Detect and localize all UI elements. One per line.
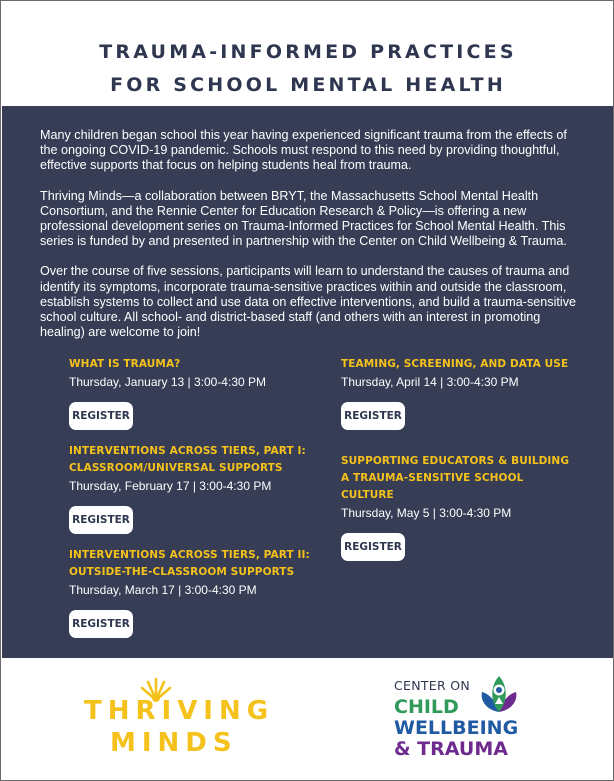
- session-title-line: SUPPORTING EDUCATORS & BUILDING: [341, 455, 570, 467]
- session-interventions-part-2: [69, 547, 319, 638]
- center-on-child-wellbeing-logo: [394, 672, 534, 772]
- session-interventions-part-1: [69, 443, 319, 534]
- intro-paragraph: Over the course of five sessions, participants will learn to understand the causes of trauma and identify its symptoms, incorporate trauma-sensitive practices within and outside the classroom, establish systems to collect and use data on effective interventions, and build a trauma-sensitive school culture. All school- and district-based staff (and others with an interest in promoting healing) are welcome to join!: [40, 264, 576, 340]
- session-date: Thursday, May 5 | 3:00-4:30 PM: [341, 506, 512, 520]
- session-teaming-screening: [341, 356, 591, 430]
- logo-word-thriving: THRIVING: [84, 696, 275, 726]
- intro-text: [40, 128, 585, 355]
- thriving-minds-logo: [84, 676, 275, 766]
- logo-text-center-on: CENTER ON: [394, 678, 471, 693]
- main-panel: [2, 106, 614, 658]
- session-title-line: TEAMING, SCREENING, AND DATA USE: [341, 358, 569, 370]
- session-title-line: INTERVENTIONS ACROSS TIERS, PART II:: [69, 549, 310, 561]
- session-title-line: INTERVENTIONS ACROSS TIERS, PART I:: [69, 445, 306, 457]
- register-button[interactable]: REGISTER: [69, 402, 133, 430]
- page-title-line-2: FOR SCHOOL MENTAL HEALTH: [110, 74, 506, 96]
- leaf-person-icon: [476, 672, 522, 716]
- footer-logos: [2, 658, 614, 781]
- session-title: [69, 443, 319, 477]
- register-button[interactable]: REGISTER: [341, 402, 405, 430]
- session-title-line: CULTURE: [341, 489, 394, 501]
- session-title-line: A TRAUMA-SENSITIVE SCHOOL: [341, 472, 524, 484]
- logo-text-trauma: & TRAUMA: [394, 738, 508, 760]
- register-button[interactable]: REGISTER: [69, 610, 133, 638]
- logo-word-minds: MINDS: [110, 728, 238, 758]
- session-date: Thursday, January 13 | 3:00-4:30 PM: [69, 375, 266, 389]
- session-title: [69, 356, 319, 373]
- header: [2, 2, 614, 106]
- session-title-line: WHAT IS TRAUMA?: [69, 358, 181, 370]
- session-title: [69, 547, 319, 581]
- session-date: Thursday, March 17 | 3:00-4:30 PM: [69, 583, 257, 597]
- session-date: Thursday, February 17 | 3:00-4:30 PM: [69, 479, 272, 493]
- session-title: [341, 356, 591, 373]
- session-supporting-educators: [341, 453, 591, 561]
- intro-paragraph: Thriving Minds—a collaboration between BRYT, the Massachusetts School Mental Health Consortium, and the Rennie Center for Education Research & Policy—is offering a new professional development series on Trauma-Informed Practices for School Mental Health. This series is funded by and presented in partnership with the Center on Child Wellbeing & Trauma.: [40, 188, 567, 249]
- logo-text-child: CHILD: [394, 696, 459, 718]
- logo-text-wellbeing: WELLBEING: [394, 717, 519, 739]
- register-button[interactable]: REGISTER: [69, 506, 133, 534]
- session-date: Thursday, April 14 | 3:00-4:30 PM: [341, 375, 519, 389]
- intro-paragraph: Many children began school this year having experienced significant trauma from the effects of the ongoing COVID-19 pandemic. Schools must respond to this need by providing thoughtful, effective supports that focus on helping students heal from trauma.: [40, 128, 567, 173]
- session-title: [341, 453, 591, 504]
- session-title-line: OUTSIDE-THE-CLASSROOM SUPPORTS: [69, 566, 295, 578]
- register-button[interactable]: REGISTER: [341, 533, 405, 561]
- page-title-line-1: TRAUMA-INFORMED PRACTICES: [99, 41, 517, 63]
- session-what-is-trauma: [69, 356, 319, 430]
- session-title-line: CLASSROOM/UNIVERSAL SUPPORTS: [69, 462, 283, 474]
